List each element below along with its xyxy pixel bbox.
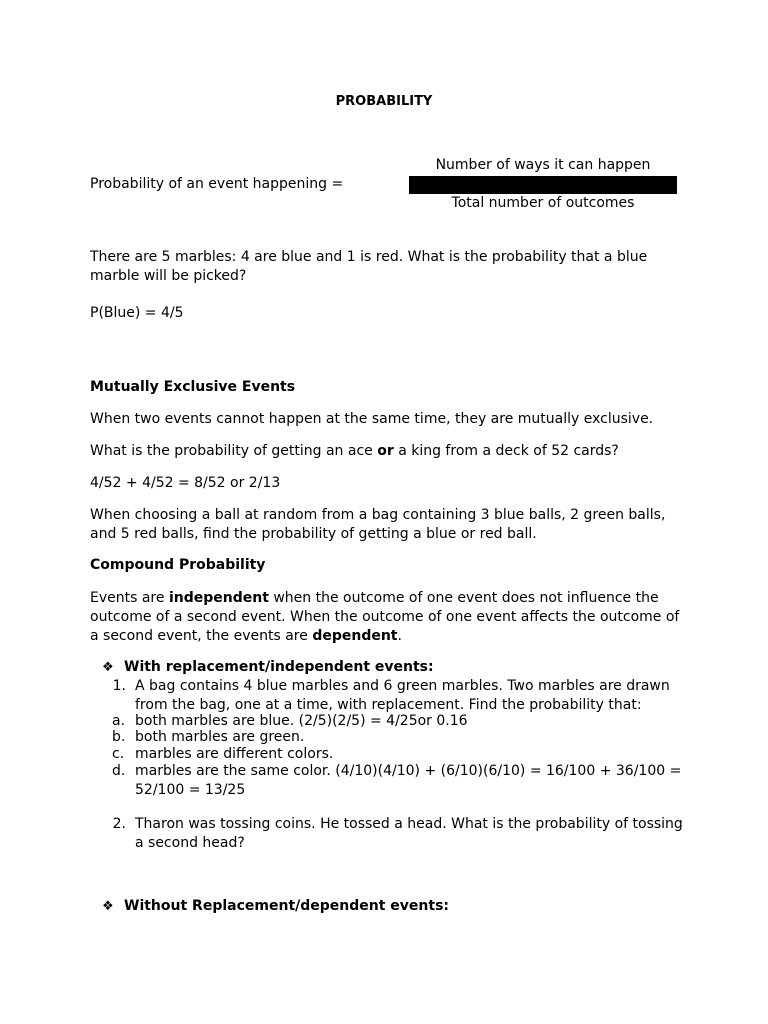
dependent-emphasis: dependent [312,628,398,644]
section-heading-mutually-exclusive: Mutually Exclusive Events [90,379,296,395]
section-heading-compound: Compound Probability [90,557,266,573]
list-number: 2. [112,816,126,832]
ace-king-answer: 4/52 + 4/52 = 8/52 or 2/13 [90,475,281,491]
sub-item-text: marbles are different colors. [135,746,334,762]
sub-item-text-continued: 52/100 = 13/25 [135,782,246,798]
mutually-exclusive-definition: When two events cannot happen at the same time, they are mutually exclusive. [90,411,654,427]
page-title: PROBABILITY [335,94,433,109]
diamond-bullet-icon: ❖ [102,899,114,914]
diamond-bullet-icon: ❖ [102,660,114,675]
sub-item-text: both marbles are green. [135,729,305,745]
subsection-heading-without-replacement: Without Replacement/dependent events: [124,898,450,914]
or-emphasis: or [377,443,394,459]
item2-line1: Tharon was tossing coins. He tossed a head. What is the probability of tossing [135,816,683,832]
independent-emphasis: independent [168,590,269,606]
balls-question-line1: When choosing a ball at random from a bag containing 3 blue balls, 2 green balls, [90,507,666,523]
item1-line1: A bag contains 4 blue marbles and 6 green marbles. Two marbles are drawn [135,678,670,694]
sub-item-letter: b. [112,729,126,745]
marbles-answer: P(Blue) = 4/5 [90,305,184,321]
ace-king-question [90,442,619,461]
item1-line2: from the bag, one at a time, with replacement. Find the probability that: [135,697,642,713]
subsection-heading-with-replacement: With replacement/independent events: [124,659,434,675]
sub-item-letter: a. [112,713,126,729]
compound-paragraph-line3 [90,627,402,646]
compound-paragraph-line1 [90,589,659,608]
question-text: What is the probability of getting an ace [90,443,378,459]
sub-item-letter: c. [112,746,125,762]
formula-denominator: Total number of outcomes [451,195,635,211]
compound-paragraph-line2: outcome of a second event. When the outcome of one event affects the outcome of [90,609,680,625]
balls-question-line2: and 5 red balls, find the probability of getting a blue or red ball. [90,526,537,542]
paragraph-text: Events are [90,590,169,606]
paragraph-text: . [397,628,402,644]
fraction-bar [409,176,677,194]
sub-item-letter: d. [112,763,126,779]
marbles-question-line1: There are 5 marbles: 4 are blue and 1 is red. What is the probability that a blue [90,249,648,265]
question-text: a king from a deck of 52 cards? [393,443,619,459]
paragraph-text: a second event, the events are [90,628,313,644]
formula-label: Probability of an event happening = [90,176,344,192]
paragraph-text: when the outcome of one event does not influence the [268,590,659,606]
list-number: 1. [112,678,126,694]
item2-line2: a second head? [135,835,245,851]
formula-numerator: Number of ways it can happen [435,157,651,173]
marbles-question-line2: marble will be picked? [90,268,247,284]
sub-item-text: both marbles are blue. (2/5)(2/5) = 4/25or 0.16 [135,713,468,729]
sub-item-text: marbles are the same color. (4/10)(4/10) + (6/10)(6/10) = 16/100 + 36/100 = [135,763,682,779]
